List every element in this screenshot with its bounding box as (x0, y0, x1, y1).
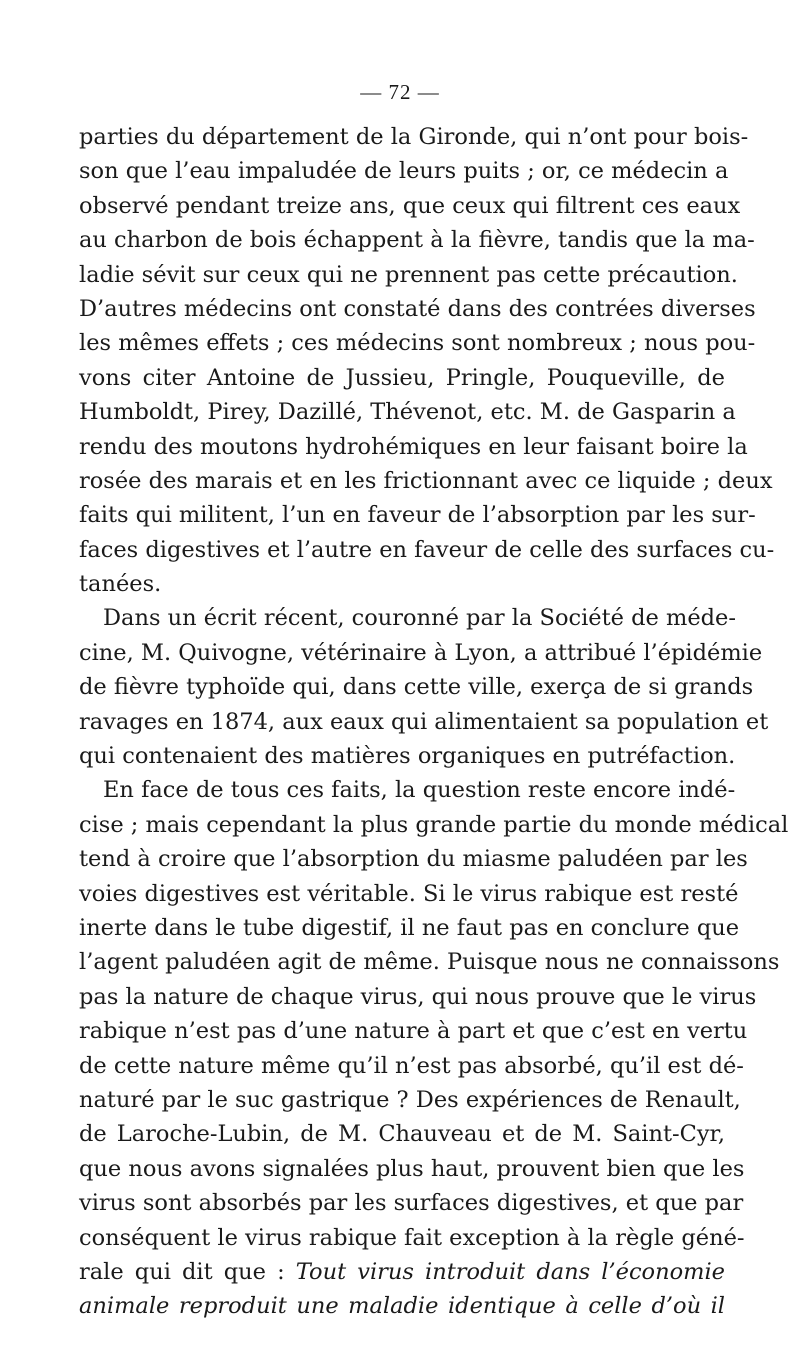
italic-quote: Tout virus introduit dans l’économie (295, 1258, 725, 1285)
text-line: cine, M. Quivogne, vétérinaire à Lyon, a attribué l’épidémie (79, 639, 763, 666)
text-line: les mêmes effets ; ces médecins sont nombreux ; nous pou- (79, 330, 756, 357)
text-line: tanées. (79, 571, 162, 598)
text-line: rendu des moutons hydrohémiques en leur faisant boire la (79, 433, 748, 460)
body-text (79, 120, 789, 1324)
text-line: naturé par le suc gastrique ? Des expériences de Renault, (79, 1086, 741, 1113)
text-line: rosée des marais et en les frictionnant avec ce liquide ; deux (79, 467, 773, 494)
text-line: ladie sévit sur ceux qui ne prennent pas cette précaution. (79, 261, 738, 288)
text-segment: rale qui dit que : (79, 1258, 296, 1285)
text-line: au charbon de bois échappent à la fièvre, tandis que la ma- (79, 227, 755, 254)
text-line: de fièvre typhoïde qui, dans cette ville, exerça de si grands (79, 674, 754, 701)
text-line: faces digestives et l’autre en faveur de celle des surfaces cu- (79, 536, 775, 563)
text-line: parties du département de la Gironde, qui n’ont pour bois- (79, 124, 749, 150)
text-line: observé pendant treize ans, que ceux qui filtrent ces eaux (79, 192, 741, 219)
text-line: que nous avons signalées plus haut, prouvent bien que les (79, 1155, 745, 1182)
text-line: D’autres médecins ont constaté dans des contrées diverses (79, 295, 756, 322)
text-line: son que l’eau impaludée de leurs puits ; or, ce médecin a (79, 158, 729, 185)
text-line: qui contenaient des matières organiques en putréfaction. (79, 743, 736, 770)
text-line: Humboldt, Pirey, Dazillé, Thévenot, etc. M. de Gasparin a (79, 399, 736, 426)
text-line: tend à croire que l’absorption du miasme paludéen par les (79, 846, 748, 873)
text-line-with-italic (79, 1255, 725, 1289)
text-line: pas la nature de chaque virus, qui nous prouve que le virus (79, 983, 757, 1010)
text-line: ravages en 1874, aux eaux qui alimentaient sa population et (79, 708, 769, 735)
text-line: de Laroche-Lubin, de M. Chauveau et de M. Saint-Cyr, (79, 1121, 725, 1148)
italic-text-line: animale reproduit une maladie identique à celle d’où il (79, 1293, 725, 1320)
text-line: voies digestives est véritable. Si le virus rabique est resté (79, 880, 739, 907)
text-line: vons citer Antoine de Jussieu, Pringle, Pouqueville, de (79, 364, 725, 391)
paragraph-start-line: Dans un écrit récent, couronné par la Société de méde- (103, 605, 736, 632)
text-line: virus sont absorbés par les surfaces digestives, et que par (79, 1190, 744, 1217)
text-line: inerte dans le tube digestif, il ne faut pas en conclure que (79, 914, 740, 941)
page-number: — 72 — (360, 80, 440, 104)
text-line: l’agent paludéen agit de même. Puisque nous ne connaissons (79, 949, 780, 976)
text-line: cise ; mais cependant la plus grande partie du monde médical (79, 811, 789, 838)
text-line: faits qui militent, l’un en faveur de l’absorption par les sur- (79, 502, 756, 529)
paragraph-start-line: En face de tous ces faits, la question reste encore indé- (103, 777, 736, 804)
text-line: de cette nature même qu’il n’est pas absorbé, qu’il est dé- (79, 1052, 744, 1079)
text-line: rabique n’est pas d’une nature à part et que c’est en vertu (79, 1018, 748, 1045)
text-line: conséquent le virus rabique fait exception à la règle géné- (79, 1224, 745, 1251)
